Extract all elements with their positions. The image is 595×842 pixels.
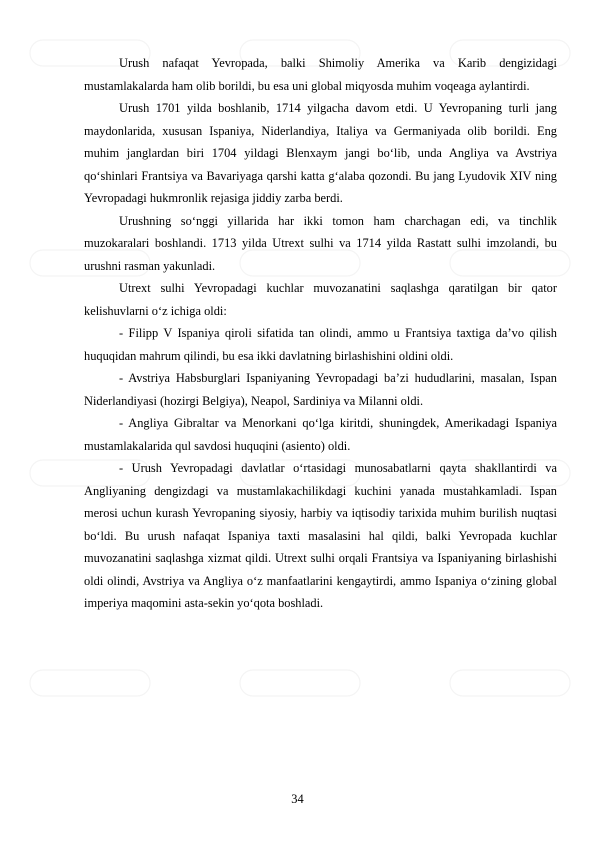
list-item-austria: - Avstriya Habsburglari Ispaniyaning Yevropadagi ba’zi hududlarini, masalan, Ispan Niderlandiyasi (hozirgi Belgiya), Neapol, Sardiniya va Milanni oldi.: [84, 371, 557, 408]
page-number: 34: [291, 792, 304, 806]
list-item-england: - Angliya Gibraltar va Menorkani qo‘lga kiritdi, shuningdek, Amerikadagi Ispaniya mustamlakalarida qul savdosi huquqini (asiento) oldi.: [84, 416, 557, 453]
document-body: [84, 52, 557, 615]
paragraph-colonies: Urush nafaqat Yevropada, balki Shimoliy Amerika va Karib dengizidagi mustamlakalarda ham olib borildi, bu esa uni global miqyosda muhim voqeaga aylantirdi.: [84, 56, 557, 93]
paragraph-utrecht-intro: Utrext sulhi Yevropadagi kuchlar muvozanatini saqlashga qaratilgan bir qator kelishuvlarni o‘z ichiga oldi:: [84, 281, 557, 318]
paragraph-peace-talks: Urushning so‘nggi yillarida har ikki tomon ham charchagan edi, va tinchlik muzokaralari boshlandi. 1713 yilda Utrext sulhi va 1714 yilda Rastatt sulhi imzolandi, bu urushni rasman yakunladi.: [84, 213, 557, 273]
list-item-philip-v: - Filipp V Ispaniya qiroli sifatida tan olindi, ammo u Frantsiya taxtiga da’vo qilish huquqidan mahrum qilindi, bu esa ikki davlatning birlashishini oldini oldi.: [84, 326, 557, 363]
watermark-row-4: [30, 670, 570, 696]
list-item-conclusion: - Urush Yevropadagi davlatlar o‘rtasidagi munosabatlarni qayta shakllantirdi va Angliyaning dengizdagi va mustamlakachilikdagi kuchini yanada mustahkamladi. Ispan merosi uchun kurash Yevropaning siyosiy, harbiy va iqtisodiy tarixida muhim burilish nuqtasi bo‘ldi. Bu urush nafaqat Ispaniya taxti masalasini hal qildi, balki Yevropada kuchlar muvozanatini saqlashga xizmat qildi. Utrext sulhi orqali Frantsiya va Ispaniyaning birlashishi oldi olindi, Avstriya va Angliya o‘z manfaatlarini kengaytirdi, ammo Ispaniya o‘zining global imperiya maqomini asta-sekin yo‘qota boshladi.: [84, 461, 557, 610]
paragraph-war-course: Urush 1701 yilda boshlanib, 1714 yilgacha davom etdi. U Yevropaning turli jang maydonlarida, xususan Ispaniya, Niderlandiya, Italiya va Germaniyada olib borildi. Eng muhim janglardan biri 1704 yildagi Blenxaym jangi bo‘lib, unda Angliya va Avstriya qo‘shinlari Frantsiya va Bavariyaga qarshi katta g‘alaba qozondi. Bu jang Lyudovik XIV ning Yevropadagi hukmronlik rejasiga jiddiy zarba berdi.: [84, 101, 557, 205]
